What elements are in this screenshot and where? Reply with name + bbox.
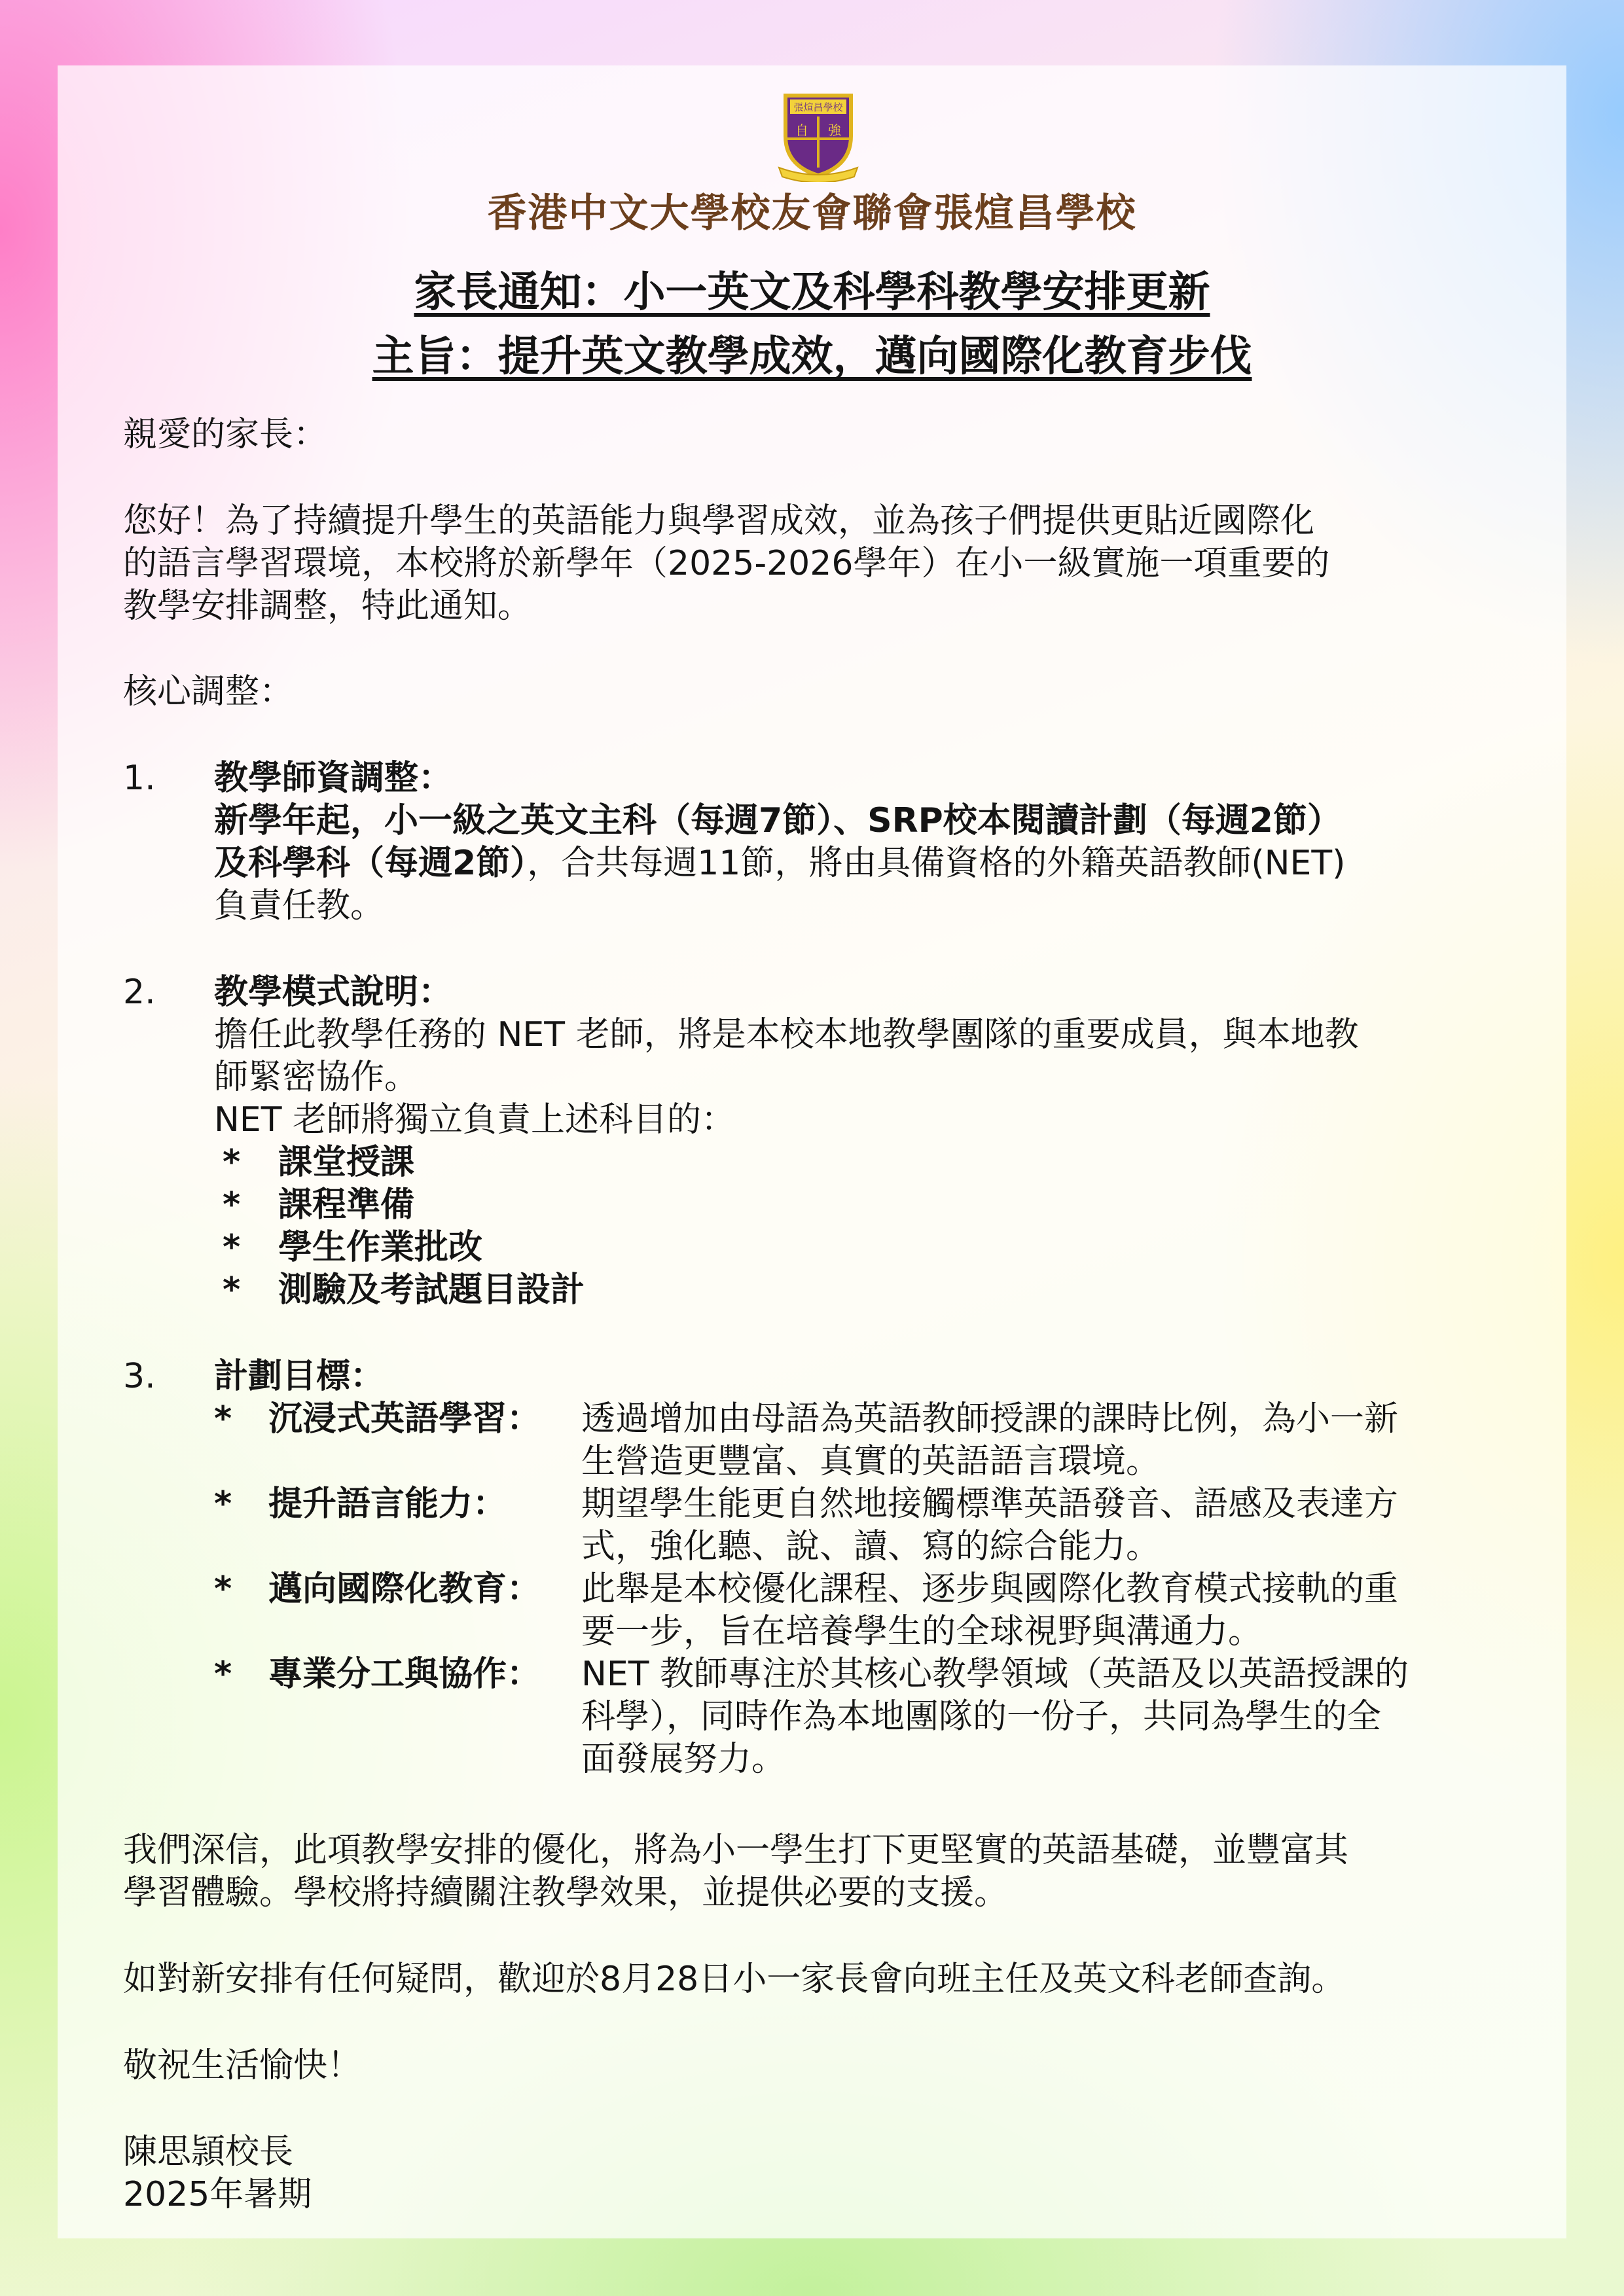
section-text-rest: ，合共每週11節，將由具備資格的外籍英語教師(NET) [527,844,1346,883]
goal-label: 沉浸式英語學習： [268,1399,541,1439]
bullet: * [223,1185,241,1225]
section-number: 2. [123,973,156,1012]
core-heading: 核心調整： [123,672,294,711]
goal-text: 透過增加由母語為英語教師授課的課時比例，為小一新 [581,1399,1399,1439]
crest-motto: 張煊昌學校 [793,101,843,113]
greeting: 親愛的家長： [123,415,328,454]
intro-line: 的語言學習環境，本校將於新學年（2025-2026學年）在小一級實施一項重要的 [123,544,1330,583]
intro-line: 您好！為了持續提升學生的英語能力與學習成效，並為孩子們提供更貼近國際化 [123,501,1315,541]
closing-line: 學習體驗。學校將持續關注教學效果，並提供必要的支援。 [123,1873,1009,1912]
bullet: * [214,1570,232,1609]
notice-subject: 主旨：提升英文教學成效，邁向國際化教育步伐 [372,332,1252,381]
section-text: 新學年起，小一級之英文主科（每週7節）、SRP校本閱讀計劃（每週2節） [214,801,1341,840]
notice-title: 家長通知：小一英文及科學科教學安排更新 [414,268,1210,317]
section-number: 3. [123,1357,156,1396]
signature-name: 陳思頴校長 [123,2132,294,2172]
goal-text: 科學），同時作為本地團隊的一份子，共同為學生的全 [581,1697,1382,1736]
bullet: * [223,1228,241,1267]
closing-line: 我們深信，此項教學安排的優化，將為小一學生打下更堅實的英語基礎，並豐富其 [123,1831,1349,1870]
section-text: 擔任此教學任務的 NET 老師，將是本校本地教學團隊的重要成員，與本地教 [214,1015,1359,1054]
crest-char-left: 自 [795,122,808,138]
section-heading: 教學師資調整： [214,759,453,798]
section-text [214,842,1345,885]
goal-text: 期望學生能更自然地接觸標準英語發音、語感及表達方 [581,1484,1399,1524]
bullet: * [214,1655,232,1694]
school-name: 香港中文大學校友會聯會張煊昌學校 [487,190,1137,236]
bullet: * [223,1143,241,1182]
inquiry: 如對新安排有任何疑問，歡迎於8月28日小一家長會向班主任及英文科老師查詢。 [123,1960,1346,1999]
goal-text: NET 教師專注於其核心教學領域（英語及以英語授課的 [581,1655,1409,1694]
school-crest-icon [776,84,861,182]
crest-char-right: 強 [828,122,841,138]
list-item: 學生作業批改 [278,1228,483,1267]
goal-label: 邁向國際化教育： [268,1570,541,1609]
section-heading: 計劃目標： [214,1357,385,1396]
bullet: * [214,1399,232,1439]
goal-text: 此舉是本校優化課程、逐步與國際化教育模式接軌的重 [581,1570,1399,1609]
bullet: * [214,1484,232,1524]
goal-text: 式，強化聽、說、讀、寫的綜合能力。 [581,1527,1161,1566]
section-heading: 教學模式說明： [214,973,453,1012]
goal-text: 面發展努力。 [581,1740,786,1779]
bullet: * [223,1270,241,1310]
section-text: 負責任教。 [214,886,385,925]
section-number: 1. [123,759,156,798]
section-text-bold: 及科學科（每週2節） [214,844,528,883]
list-item: 課堂授課 [278,1143,415,1182]
signature-date: 2025年暑期 [123,2175,312,2214]
section-text: NET 老師將獨立負責上述科目的： [214,1100,736,1139]
goal-label: 專業分工與協作： [268,1655,541,1694]
goal-label: 提升語言能力： [268,1484,507,1524]
section-text: 師緊密協作。 [214,1058,419,1097]
list-item: 課程準備 [278,1185,415,1225]
goal-text: 要一步，旨在培養學生的全球視野與溝通力。 [581,1612,1263,1651]
list-item: 測驗及考試題目設計 [278,1270,585,1310]
goal-text: 生營造更豐富、真實的英語語言環境。 [581,1442,1161,1481]
intro-line: 教學安排調整，特此通知。 [123,586,532,626]
wishes: 敬祝生活愉快！ [123,2046,362,2085]
